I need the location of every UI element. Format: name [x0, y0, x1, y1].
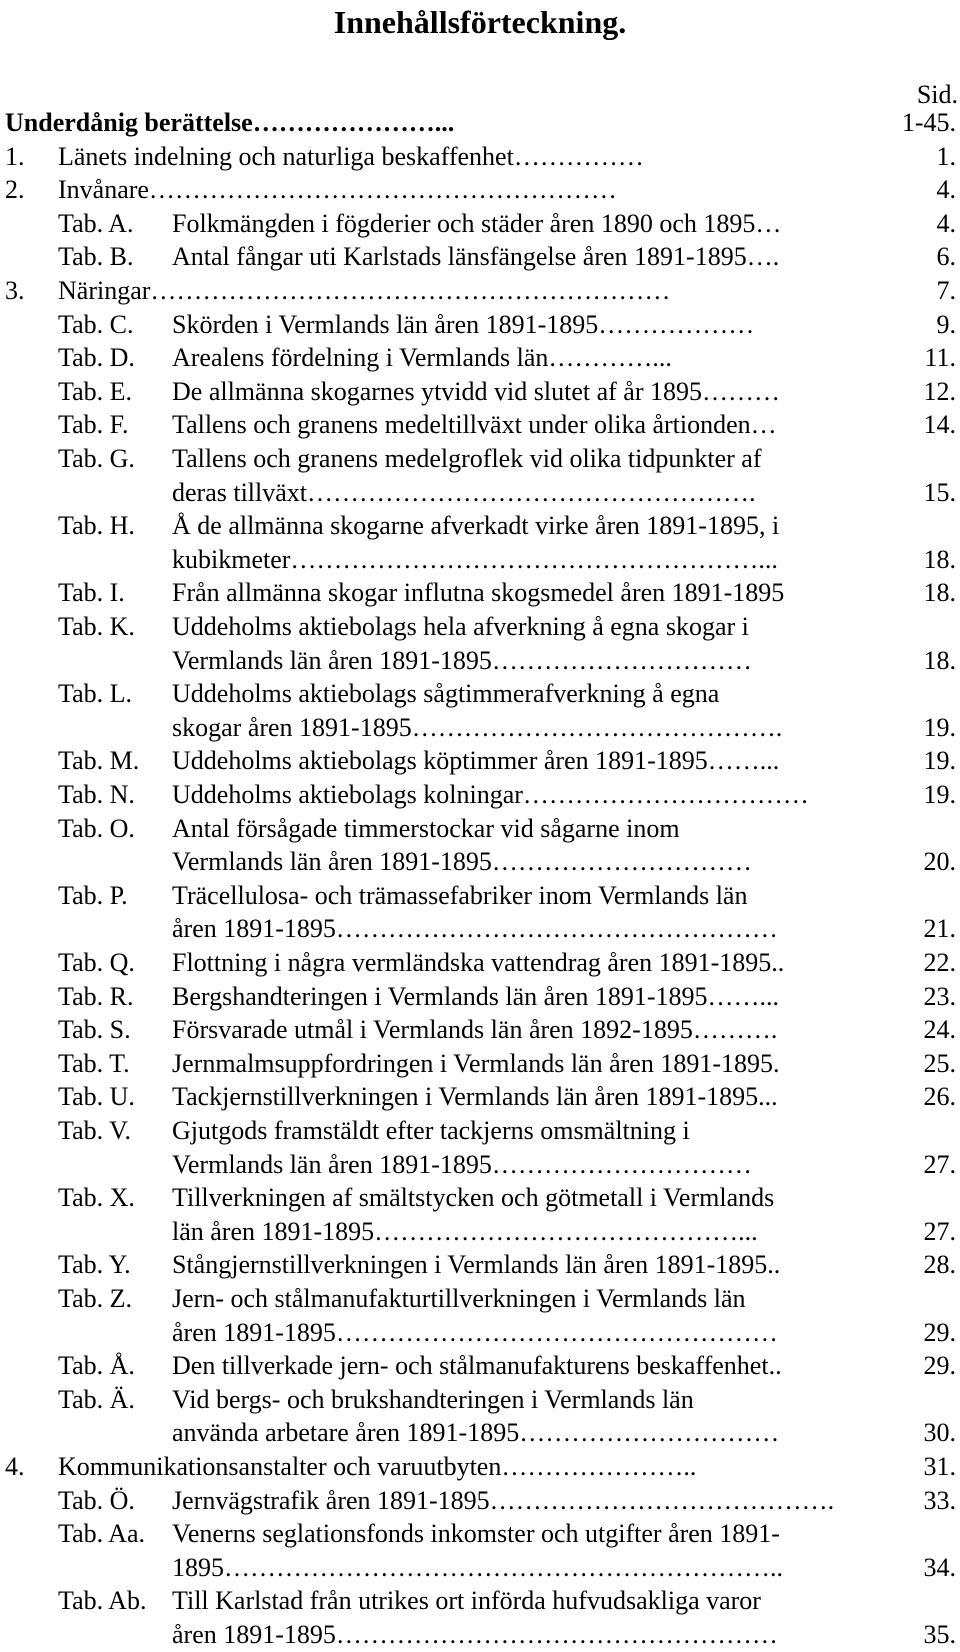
- toc-entry[interactable]: [0, 375, 960, 409]
- toc-entry[interactable]: [0, 980, 960, 1014]
- toc-entry[interactable]: [0, 140, 960, 174]
- toc-entry-page: 1-45.: [901, 108, 956, 137]
- toc-entry-page: 29.: [923, 1317, 956, 1347]
- toc-entry-title: Gjutgods framstäldt efter tackjerns omsmältning i: [172, 1116, 690, 1145]
- toc-entry-code: Tab. G.: [58, 444, 135, 473]
- toc-entry-title: åren 1891-1895……………………………………………: [172, 1619, 778, 1649]
- toc-entry[interactable]: [0, 1517, 960, 1584]
- toc-entry-code: Tab. X.: [58, 1183, 135, 1213]
- toc-entry[interactable]: [0, 308, 960, 342]
- toc-entry-title: Antal försågade timmerstockar vid sågarne inom: [172, 813, 680, 843]
- toc-entry-title: Vermlands län åren 1891-1895…………………………: [172, 847, 752, 877]
- toc-entry-title: Uddeholms aktiebolags kolningar……………………………: [172, 780, 809, 809]
- toc-entry-title: åren 1891-1895……………………………………………: [172, 914, 778, 944]
- toc-entry-code: Tab. I.: [58, 578, 125, 608]
- toc-entry[interactable]: [0, 1013, 960, 1047]
- toc-entry-page: 9.: [936, 309, 956, 339]
- toc-entry-title: Träcellulosa- och trämassefabriker inom Vermlands län: [172, 880, 748, 910]
- toc-entry[interactable]: [0, 240, 960, 274]
- toc-entry-code: Tab. U.: [58, 1082, 135, 1112]
- toc-entry[interactable]: [0, 1080, 960, 1114]
- toc-entry-page: 28.: [923, 1250, 956, 1280]
- toc-entry-title: Tallens och granens medeltillväxt under olika årtionden…: [172, 410, 777, 440]
- toc-entry[interactable]: [0, 1181, 960, 1248]
- toc-entry-title: De allmänna skogarnes ytvidd vid slutet af år 1895………: [172, 376, 780, 406]
- toc-entry[interactable]: [0, 1349, 960, 1383]
- toc-entry-page: 20.: [923, 847, 956, 877]
- toc-entry-code: Tab. L.: [58, 679, 132, 709]
- toc-entry-title: Å de allmänna skogarne afverkadt virke åren 1891-1895, i: [172, 511, 780, 541]
- toc-entry-code: Tab. B.: [58, 242, 134, 272]
- toc-entry-title: Folkmängden i fögderier och städer åren 1890 och 1895…: [172, 208, 782, 238]
- toc-entry-page: 15.: [923, 477, 956, 507]
- toc-entry-title: Invånare………………………………………………: [58, 175, 617, 205]
- toc-entry-page: 35.: [923, 1619, 956, 1649]
- toc-entry-title: Från allmänna skogar influtna skogsmedel åren 1891-1895: [172, 578, 785, 608]
- toc-entry-page: 33.: [923, 1485, 956, 1515]
- toc-entry[interactable]: [0, 576, 960, 610]
- toc-entry-code: Tab. H.: [58, 511, 135, 541]
- toc-entry[interactable]: [0, 509, 960, 576]
- toc-entry-code: 4.: [5, 1452, 25, 1481]
- toc-entry-page: 31.: [923, 1452, 956, 1481]
- toc-entry-page: 34.: [923, 1552, 956, 1582]
- toc-entry-page: 18.: [923, 544, 956, 574]
- toc-entry-code: Tab. C.: [58, 309, 134, 339]
- toc-entry-code: Tab. O.: [58, 813, 135, 843]
- toc-entry-code: 2.: [5, 175, 25, 205]
- toc-entry-code: Tab. Ö.: [58, 1485, 135, 1515]
- toc-entry-page: 19.: [923, 780, 956, 809]
- toc-entry-title: Arealens fördelning i Vermlands län…………...: [172, 343, 672, 373]
- toc-entry-code: Tab. Aa.: [58, 1519, 145, 1549]
- toc-entry-title: Länets indelning och naturliga beskaffenhet……………: [58, 141, 644, 171]
- toc-entry-title: Försvarade utmål i Vermlands län åren 1892-1895……….: [172, 1015, 778, 1045]
- toc-entry-title: kubikmeter………………………………………………...: [172, 544, 778, 574]
- toc-entry-page: 23.: [923, 981, 956, 1011]
- toc-entry-code: Tab. Å.: [58, 1351, 135, 1381]
- toc-entry-title: Kommunikationsanstalter och varuutbyten…………………..: [58, 1452, 697, 1481]
- toc-entry-title: Skörden i Vermlands län åren 1891-1895………………: [172, 309, 755, 339]
- toc-entry[interactable]: [0, 744, 960, 778]
- toc-entry-title: Uddeholms aktiebolags sågtimmerafverkning å egna: [172, 679, 720, 709]
- toc-entry-code: 3.: [5, 276, 25, 305]
- toc-entry-code: Tab. M.: [58, 746, 140, 776]
- toc-entry-title: Den tillverkade jern- och stålmanufakturens beskaffenhet..: [172, 1351, 782, 1381]
- toc-entry-page: 11.: [924, 343, 956, 373]
- toc-entry-title: Jernmalmsuppfordringen i Vermlands län åren 1891-1895.: [172, 1048, 780, 1078]
- toc-entry[interactable]: [0, 106, 960, 140]
- toc-entry-code: Tab. N.: [58, 780, 135, 809]
- toc-entry-title: Tallens och granens medelgroflek vid olika tidpunkter af: [172, 444, 762, 473]
- page-column-label: Sid.: [916, 80, 958, 109]
- toc-entry-page: 4.: [936, 175, 956, 205]
- toc-entry[interactable]: [0, 1584, 960, 1651]
- toc-entry-title: Jernvägstrafik åren 1891-1895………………………………….: [172, 1485, 835, 1515]
- toc-entry-title: Antal fångar uti Karlstads länsfängelse åren 1891-1895….: [172, 242, 780, 272]
- toc-entry-page: 4.: [936, 208, 956, 238]
- toc-entry-page: 25.: [923, 1048, 956, 1078]
- toc-entry[interactable]: [0, 1114, 960, 1181]
- toc-entry-title: Venerns seglationsfonds inkomster och utgifter åren 1891-: [172, 1519, 780, 1549]
- toc-entry-code: Tab. V.: [58, 1116, 132, 1145]
- toc-entry-title: Vermlands län åren 1891-1895…………………………: [172, 1149, 752, 1179]
- toc-entry-code: Tab. D.: [58, 343, 135, 373]
- toc-entry-title: Uddeholms aktiebolags hela afverkning å egna skogar i: [172, 612, 749, 641]
- toc-entry-title: Tackjernstillverkningen i Vermlands län åren 1891-1895...: [172, 1082, 778, 1112]
- toc-entry-code: Tab. S.: [58, 1015, 131, 1045]
- toc-entry-title: Vermlands län åren 1891-1895…………………………: [172, 645, 752, 675]
- toc-entry-code: Tab. A.: [58, 208, 134, 238]
- toc-entry-page: 19.: [923, 746, 956, 776]
- toc-entry[interactable]: [0, 442, 960, 509]
- toc-entry-title: Stångjernstillverkningen i Vermlands län åren 1891-1895..: [172, 1250, 781, 1280]
- toc-entry-title: Tillverkningen af smältstycken och götmetall i Vermlands: [172, 1183, 775, 1213]
- toc-entry-title: Uddeholms aktiebolags köptimmer åren 1891-1895……...: [172, 746, 780, 776]
- toc-entry[interactable]: [0, 812, 960, 879]
- toc-entry-code: Tab. Ab.: [58, 1586, 147, 1616]
- toc-entry-page: 27.: [923, 1149, 956, 1179]
- toc-entry-page: 7.: [936, 276, 956, 305]
- toc-entry-page: 12.: [923, 376, 956, 406]
- toc-entry[interactable]: [0, 778, 960, 812]
- toc-entry-page: 30.: [923, 1418, 956, 1448]
- toc-entry-page: 14.: [923, 410, 956, 440]
- page-title: Innehållsförteckning.: [333, 4, 627, 40]
- toc-entry-title: län åren 1891-1895……………………………………...: [172, 1216, 758, 1246]
- toc-entry[interactable]: [0, 1484, 960, 1518]
- toc-entry-page: 18.: [923, 645, 956, 675]
- toc-entry-code: Tab. P.: [58, 880, 128, 910]
- toc-entry-page: 18.: [923, 578, 956, 608]
- toc-entry-code: Tab. T.: [58, 1048, 130, 1078]
- toc-entry-title: skogar åren 1891-1895…………………………………….: [172, 712, 783, 742]
- toc-entry-title: deras tillväxt…………………………………………….: [172, 477, 756, 507]
- toc-entry-title: Underdånig berättelse…………………...: [5, 108, 455, 137]
- toc-entry-title: 1895………………………………………………………..: [172, 1552, 783, 1582]
- toc-entry-page: 26.: [923, 1082, 956, 1112]
- toc-entry-title: Bergshandteringen i Vermlands län åren 1891-1895……...: [172, 981, 780, 1011]
- toc-entry-title: Jern- och stålmanufakturtillverkningen i Vermlands län: [172, 1284, 746, 1313]
- toc-entry-title: använda arbetare åren 1891-1895…………………………: [172, 1418, 780, 1448]
- toc-entry[interactable]: [0, 879, 960, 946]
- toc-entry-title: Flottning i några vermländska vattendrag åren 1891-1895..: [172, 948, 785, 977]
- toc-entry-page: 1.: [936, 141, 956, 171]
- toc-entry[interactable]: [0, 1383, 960, 1450]
- toc-entry-code: Tab. Z.: [58, 1284, 132, 1313]
- toc-entry[interactable]: [0, 1450, 960, 1484]
- toc-entry-page: 22.: [923, 948, 956, 977]
- toc-entry-code: Tab. R.: [58, 981, 134, 1011]
- toc-entry[interactable]: [0, 946, 960, 980]
- toc-entry-title: Näringar……………………………………………………: [58, 276, 671, 305]
- toc-entry-title: Till Karlstad från utrikes ort införda hufvudsakliga varor: [172, 1586, 761, 1616]
- toc-entry[interactable]: [0, 274, 960, 308]
- toc-entry-title: Vid bergs- och brukshandteringen i Vermlands län: [172, 1384, 694, 1414]
- toc-entry-code: Tab. Y.: [58, 1250, 131, 1280]
- toc-entry-code: 1.: [5, 141, 25, 171]
- toc-entry-code: Tab. E.: [58, 376, 132, 406]
- toc-entry-title: åren 1891-1895……………………………………………: [172, 1317, 778, 1347]
- toc-entry[interactable]: [0, 408, 960, 442]
- toc-entry[interactable]: [0, 1047, 960, 1081]
- toc-entry-code: Tab. Q.: [58, 948, 135, 977]
- toc-entry[interactable]: [0, 677, 960, 744]
- toc-entry-page: 6.: [936, 242, 956, 272]
- toc-entry[interactable]: [0, 1282, 960, 1349]
- toc-entry[interactable]: [0, 207, 960, 241]
- toc-entry[interactable]: [0, 341, 960, 375]
- toc-entry-page: 29.: [923, 1351, 956, 1381]
- toc-entry-code: Tab. Ä.: [58, 1384, 135, 1414]
- toc-entry-code: Tab. K.: [58, 612, 135, 641]
- toc-entry[interactable]: [0, 173, 960, 207]
- toc-entry[interactable]: [0, 610, 960, 677]
- toc-entry-page: 21.: [923, 914, 956, 944]
- toc-entry-page: 27.: [923, 1216, 956, 1246]
- toc-entry-code: Tab. F.: [58, 410, 129, 440]
- toc-entry[interactable]: [0, 1248, 960, 1282]
- toc-entry-page: 24.: [923, 1015, 956, 1045]
- toc-entry-page: 19.: [923, 712, 956, 742]
